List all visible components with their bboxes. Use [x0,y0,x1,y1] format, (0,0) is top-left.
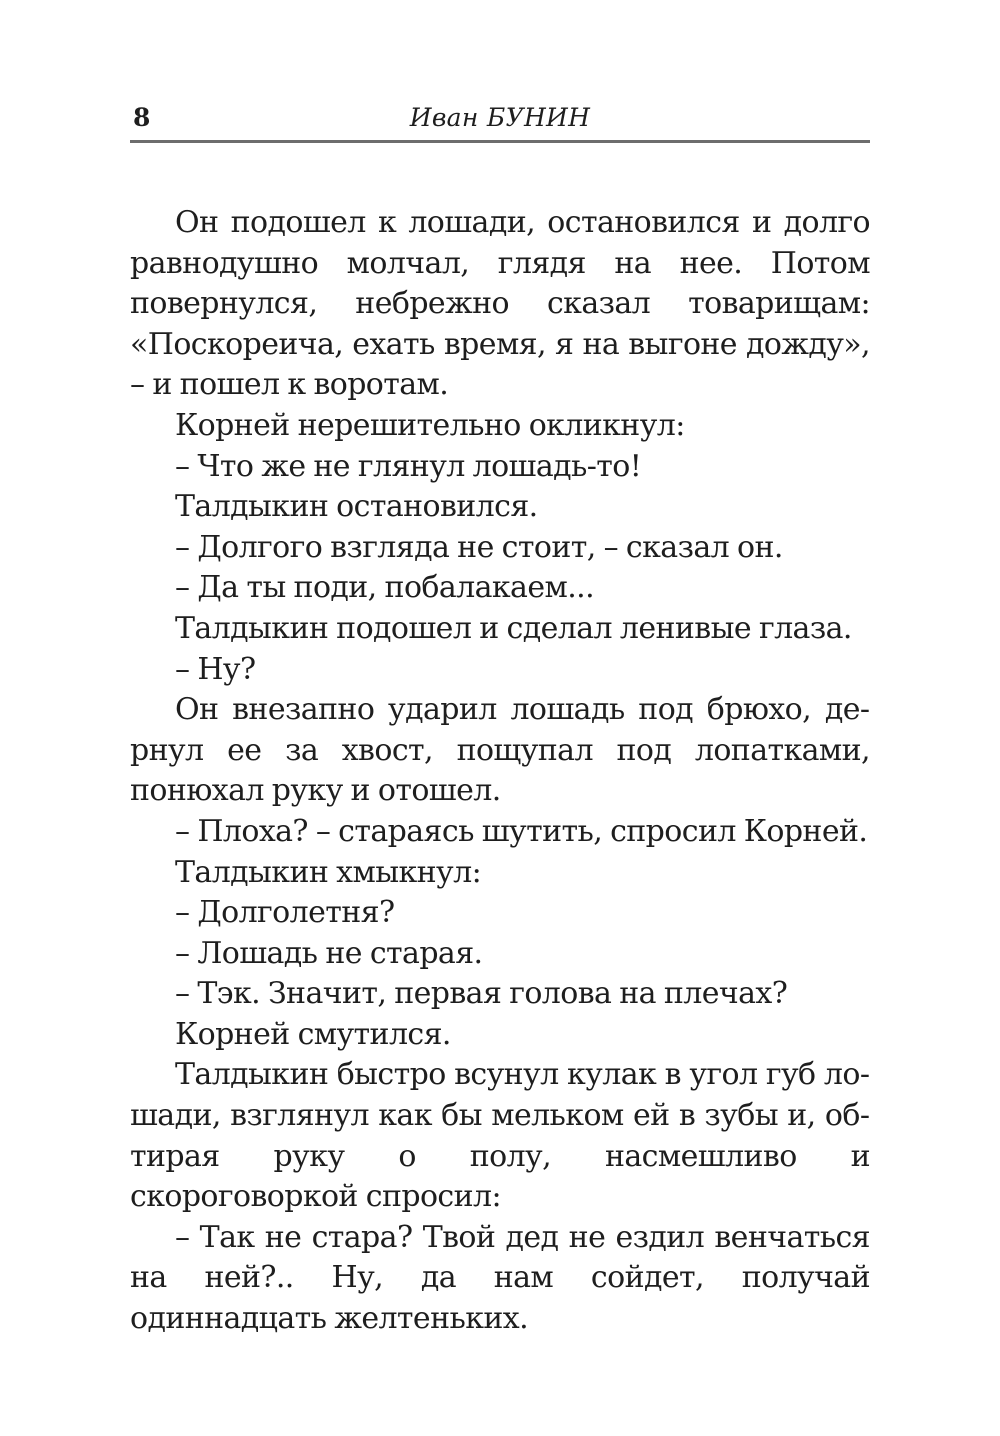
paragraph: Корней нерешительно окликнул: [175,407,685,443]
paragraph: Он внезапно ударил лошадь под брюхо, дернул ее за хвост, пощупал под лопатками, понюхал руку и отошел. [130,692,870,809]
paragraph: – Долгого взгляда не стоит, – сказал он. [175,529,783,565]
paragraph: – Тэк. Значит, первая голова на плечах? [175,976,788,1012]
paragraph: – Ну? [175,651,256,687]
paragraph: Талдыкин быстро всунул кулак в угол губ лошади, взглянул как бы мельком ей в зубы и, обтирая руку о полу, насмешливо и скороговоркой спросил: [130,1057,870,1215]
body-text [130,203,870,1340]
paragraph: – Долголетня? [175,895,395,931]
paragraph: – Плоха? – стараясь шутить, спросил Корней. [175,813,868,849]
page-number: 8 [133,103,151,132]
paragraph: – Да ты поди, побалакаем... [175,570,595,606]
paragraph: Он подошел к лошади, остановился и долго равнодушно молчал, глядя на нее. Потом повернулся, небрежно сказал товарищам: «Поскореича, ехать время, я на выгоне дожду», – и пошел к воротам. [130,205,870,403]
paragraph: – Что же не глянул лошадь-то! [175,448,642,484]
page-header [130,100,870,143]
running-head: Иван БУНИН [409,103,591,132]
paragraph: – Так не стара? Твой дед не ездил венчаться на ней?.. Ну, да нам сойдет, получай одиннадцать желтеньких. [130,1219,870,1337]
paragraph: Корней смутился. [175,1016,451,1052]
paragraph: Талдыкин остановился. [175,489,538,525]
paragraph: Талдыкин подошел и сделал ленивые глаза. [175,610,852,646]
paragraph: – Лошадь не старая. [175,935,483,971]
paragraph: Талдыкин хмыкнул: [175,854,482,890]
